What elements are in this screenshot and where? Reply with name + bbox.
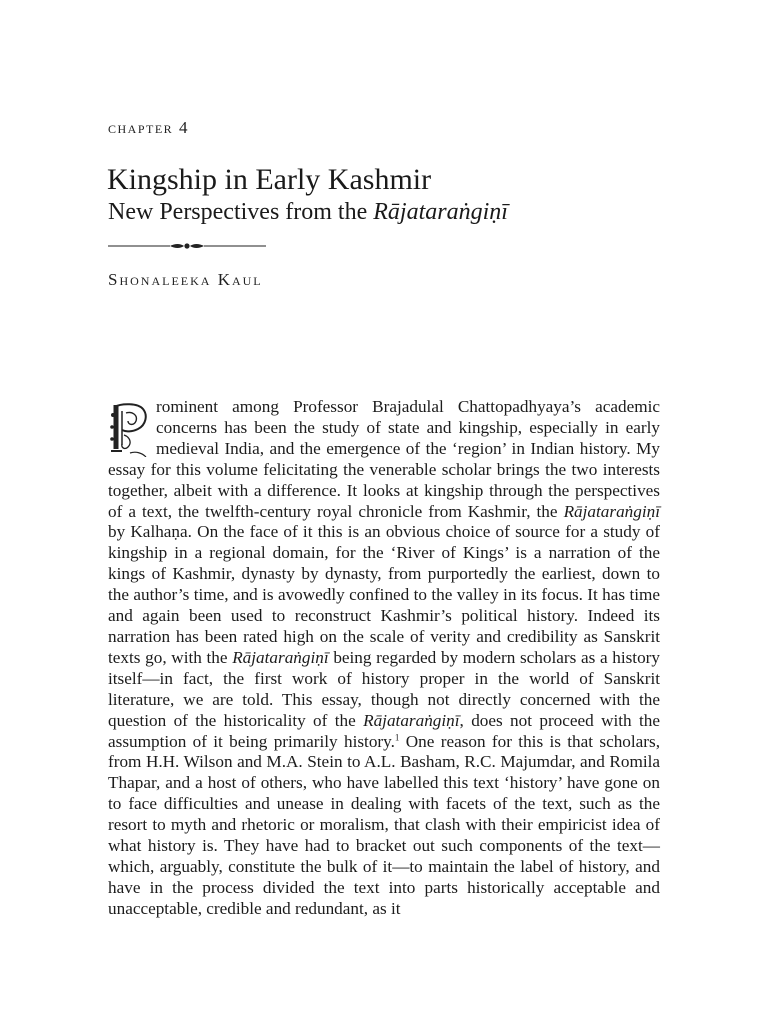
italic-title-2: Rājataraṅgiṇī	[232, 647, 329, 667]
subtitle-italic: Rājataraṅgiṇī	[373, 199, 508, 225]
chapter-label	[108, 118, 189, 138]
text-segment-3: being regarded by modern scholars as a history itself—in fact, the first work of history proper in the world of Sanskrit literature, we are told. This essay, though not directly concerned with the question of the historicality of the	[108, 647, 660, 730]
text-segment-2: by Kalhaṇa. On the face of it this is an obvious choice of source for a study of kingship in a regional domain, for the ‘River of Kings’ is a narration of the kings of Kashmir, dynasty by dynasty, from purportedly the earliest, down to the author’s time, and is avowedly confined to the valley in its focus. It has time and again been used to reconstruct Kashmir’s political history. Indeed its narration has been rated high on the scale of verity and credibility as Sanskrit texts go, with the	[108, 522, 660, 667]
chapter-subtitle	[108, 199, 508, 226]
text-segment-1: rominent among Professor Brajadulal Chattopadhyaya’s academic concerns has been the study of state and kingship, especially in early medieval India, and the emergence of the ‘region’ in Indian history. My essay for this volume felicitating the venerable scholar brings the two interests together, albeit with a difference. It looks at kingship through the perspectives of a text, the twelfth-century royal chronicle from Kashmir, the	[108, 397, 660, 521]
ornamental-rule-icon	[108, 241, 266, 251]
italic-title-3: Rājataraṅgiṇī	[363, 710, 460, 730]
italic-title-1: Rājataraṅgiṇī	[563, 501, 661, 521]
footnote-reference[interactable]: 1	[394, 731, 400, 742]
drop-cap-icon	[108, 401, 150, 457]
subtitle-prefix: New Perspectives from the	[108, 199, 368, 225]
chapter-word: chapter	[108, 118, 174, 137]
chapter-title: Kingship in Early Kashmir	[107, 163, 432, 196]
chapter-number: 4	[178, 118, 189, 137]
author-name: Shonaleeka Kaul	[108, 270, 263, 289]
text-segment-4: , does not proceed with the assumption of it being primarily history.	[108, 710, 661, 751]
body-paragraph	[108, 397, 660, 920]
text-segment-5: One reason for this is that scholars, from H.H. Wilson and M.A. Stein to A.L. Basham, R.C. Majumdar, and Romila Thapar, and a host of others, who have labelled this text ‘history’ have gone on to face difficulties and unease in dealing with facets of the text, such as the resort to myth and rhetoric or moralism, that clash with their empiricist idea of what history is. They have had to bracket out such components of the text—which, arguably, constitute the bulk of it—to maintain the label of history, and have in the process divided the text into parts historically acceptable and unacceptable, credible and redundant, as it	[108, 731, 660, 918]
